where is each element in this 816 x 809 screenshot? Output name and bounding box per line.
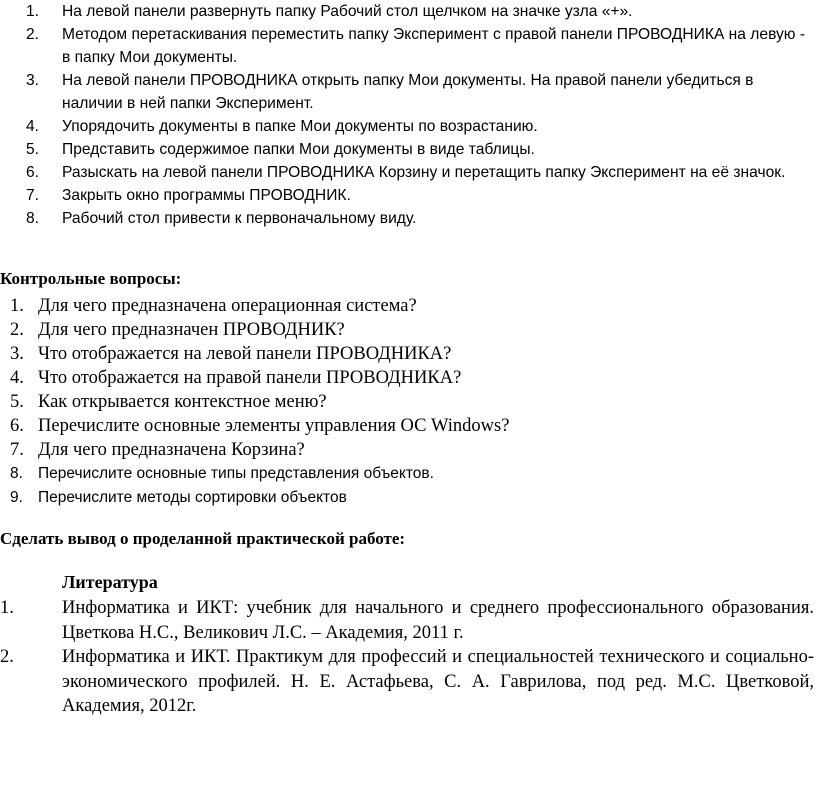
literature-heading: Литература — [62, 572, 158, 592]
step-text: Упорядочить документы в папке Мои документы по возрастанию. — [62, 118, 538, 135]
list-item — [0, 184, 816, 207]
question-number: 5. — [10, 392, 24, 412]
literature-list — [0, 596, 816, 719]
list-item — [0, 0, 816, 23]
question-text: Для чего предназначена Корзина? — [38, 440, 305, 460]
step-text: Закрыть окно программы ПРОВОДНИК. — [62, 187, 351, 204]
conclusion-heading: Сделать вывод о проделанной практической работе: — [0, 529, 406, 548]
reference-text: Информатика и ИКТ. Практикум для профессий и специальностей технического и социально-экономического профилей. Н. Е. Астафьева, С. А. Гаврилова, под ред. М.С. Цветковой, Академия, 2012г. — [62, 647, 814, 716]
list-item — [0, 596, 816, 645]
step-text: Рабочий стол привести к первоначальному виду. — [62, 210, 417, 227]
question-number: 8. — [10, 465, 23, 482]
question-number: 4. — [10, 368, 24, 388]
question-number: 7. — [10, 440, 24, 460]
question-number: 3. — [10, 344, 24, 364]
question-text: Перечислите основные типы представления объектов. — [38, 465, 434, 482]
control-questions-heading: Контрольные вопросы: — [0, 269, 182, 288]
list-item — [0, 438, 816, 462]
reference-number: 2. — [0, 647, 14, 667]
list-item — [0, 318, 816, 342]
step-number: 1. — [26, 3, 40, 20]
step-text: Представить содержимое папки Мои документы в виде таблицы. — [62, 141, 535, 158]
list-item — [0, 390, 816, 414]
step-text: На левой панели развернуть папку Рабочий стол щелчком на значке узла «+». — [62, 3, 633, 20]
step-number: 2. — [26, 26, 40, 43]
step-number: 7. — [26, 187, 40, 204]
question-number: 1. — [10, 296, 24, 316]
question-text: Перечислите методы сортировки объектов — [38, 489, 347, 506]
list-item — [0, 366, 816, 390]
list-item — [0, 161, 816, 184]
list-item — [0, 69, 816, 115]
question-text: Для чего предназначен ПРОВОДНИК? — [38, 320, 345, 340]
list-item — [0, 462, 816, 486]
question-number: 2. — [10, 320, 24, 340]
step-text: Методом перетаскивания переместить папку Эксперимент с правой панели ПРОВОДНИКА на левую - в папку Мои документы. — [62, 26, 806, 66]
reference-number: 1. — [0, 598, 14, 618]
reference-text: Информатика и ИКТ: учебник для начального и среднего профессионального образования. Цветкова Н.С., Великович Л.С. – Академия, 2011 г. — [62, 598, 814, 643]
control-questions-list — [0, 294, 816, 510]
question-number: 9. — [10, 489, 23, 506]
list-item — [0, 138, 816, 161]
question-text: Что отображается на правой панели ПРОВОДНИКА? — [38, 368, 462, 388]
list-item — [0, 294, 816, 318]
step-number: 4. — [26, 118, 40, 135]
step-text: На левой панели ПРОВОДНИКА открыть папку Мои документы. На правой панели убедиться в наличии в ней папки Эксперимент. — [62, 72, 754, 112]
step-number: 3. — [26, 72, 40, 89]
list-item — [0, 486, 816, 510]
question-text: Что отображается на левой панели ПРОВОДНИКА? — [38, 344, 452, 364]
list-item — [0, 207, 816, 230]
step-number: 8. — [26, 210, 40, 227]
step-number: 6. — [26, 164, 40, 181]
question-text: Как открывается контекстное меню? — [38, 392, 327, 412]
question-text: Перечислите основные элементы управления ОС Windows? — [38, 416, 510, 436]
list-item — [0, 115, 816, 138]
question-text: Для чего предназначена операционная система? — [38, 296, 417, 316]
step-text: Разыскать на левой панели ПРОВОДНИКА Корзину и перетащить папку Эксперимент на её значок. — [62, 164, 786, 181]
list-item — [0, 23, 816, 69]
list-item — [0, 645, 816, 719]
step-number: 5. — [26, 141, 40, 158]
task-steps-list — [0, 0, 816, 230]
list-item — [0, 342, 816, 366]
question-number: 6. — [10, 416, 24, 436]
list-item — [0, 414, 816, 438]
